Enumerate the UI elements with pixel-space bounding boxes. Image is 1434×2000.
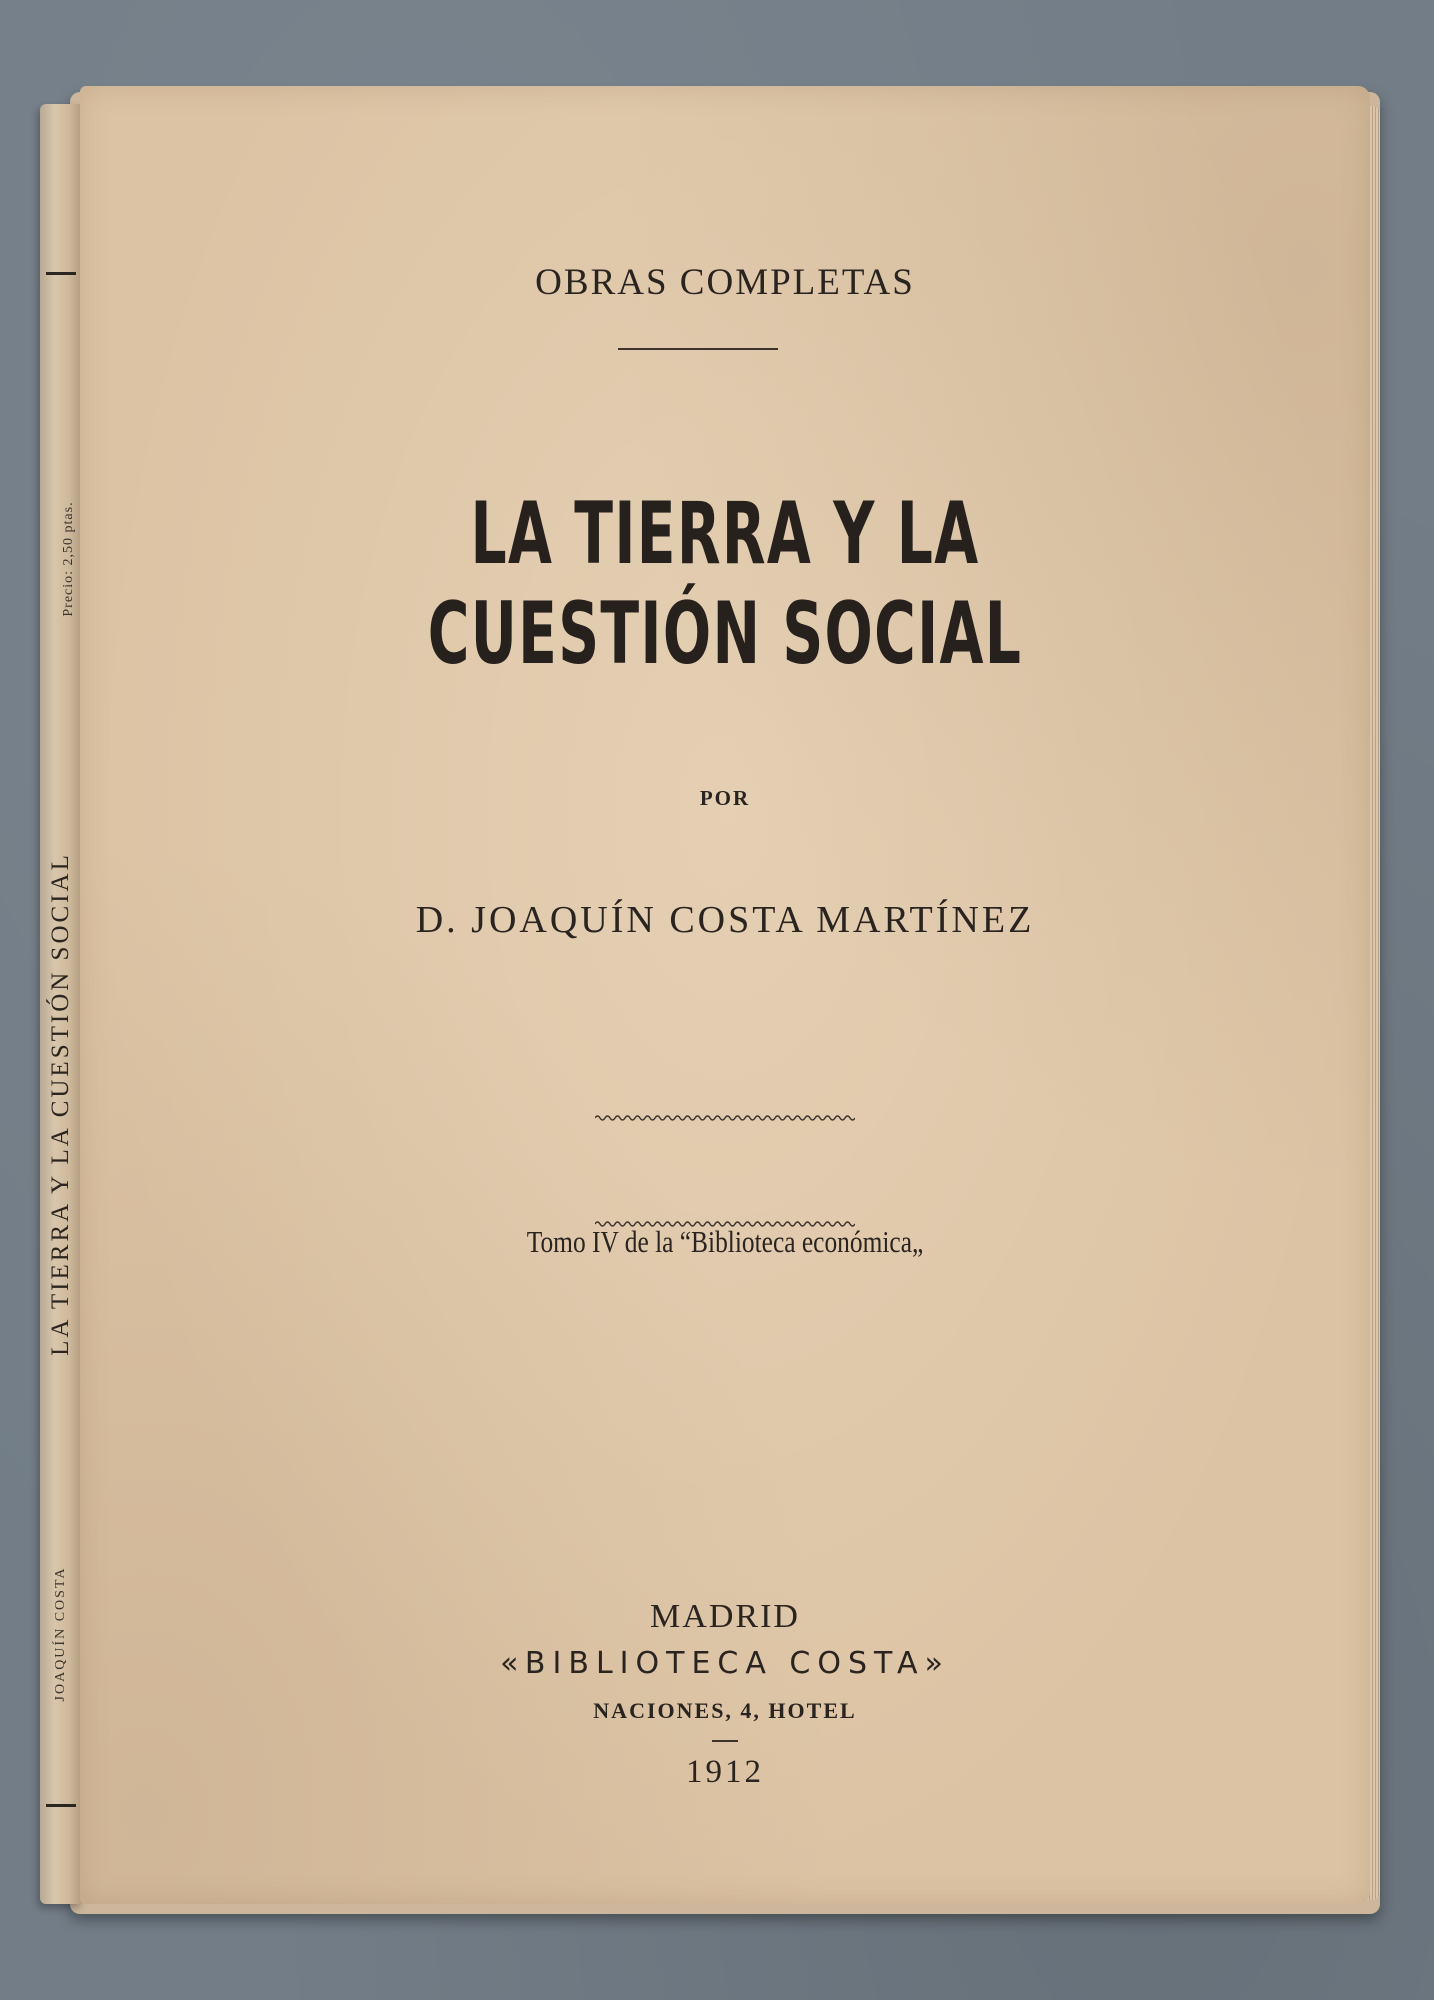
- book-title: LA TIERRA Y LA CUESTIÓN SOCIAL: [427, 484, 1023, 684]
- spine-title: LA TIERRA Y LA CUESTIÓN SOCIAL: [47, 852, 74, 1356]
- publication-city: MADRID: [650, 1598, 800, 1635]
- volume-note: Tomo IV de la “Biblioteca económica„: [526, 1224, 924, 1259]
- spine-author: JOAQUÍN COSTA: [53, 1566, 68, 1702]
- ornament-rule-top: [595, 1114, 855, 1122]
- series-divider: [618, 348, 778, 350]
- year-divider: [712, 1740, 738, 1742]
- publication-year: 1912: [686, 1754, 764, 1790]
- publisher-name: «BIBLIOTECA COSTA»: [500, 1646, 950, 1681]
- publisher-address: NACIONES, 4, HOTEL: [593, 1698, 857, 1723]
- spine-rule-bottom: [46, 1804, 76, 1807]
- spine-rule-top: [46, 272, 76, 275]
- book-cover: [80, 86, 1370, 1904]
- spine-price: Precio: 2,50 ptas.: [61, 501, 76, 617]
- by-label: POR: [699, 786, 751, 810]
- book-spine: [40, 104, 82, 1904]
- ornament-rule-bottom: [595, 1220, 855, 1228]
- series-title: OBRAS COMPLETAS: [535, 262, 915, 303]
- author-name: D. JOAQUÍN COSTA MARTÍNEZ: [415, 899, 1035, 941]
